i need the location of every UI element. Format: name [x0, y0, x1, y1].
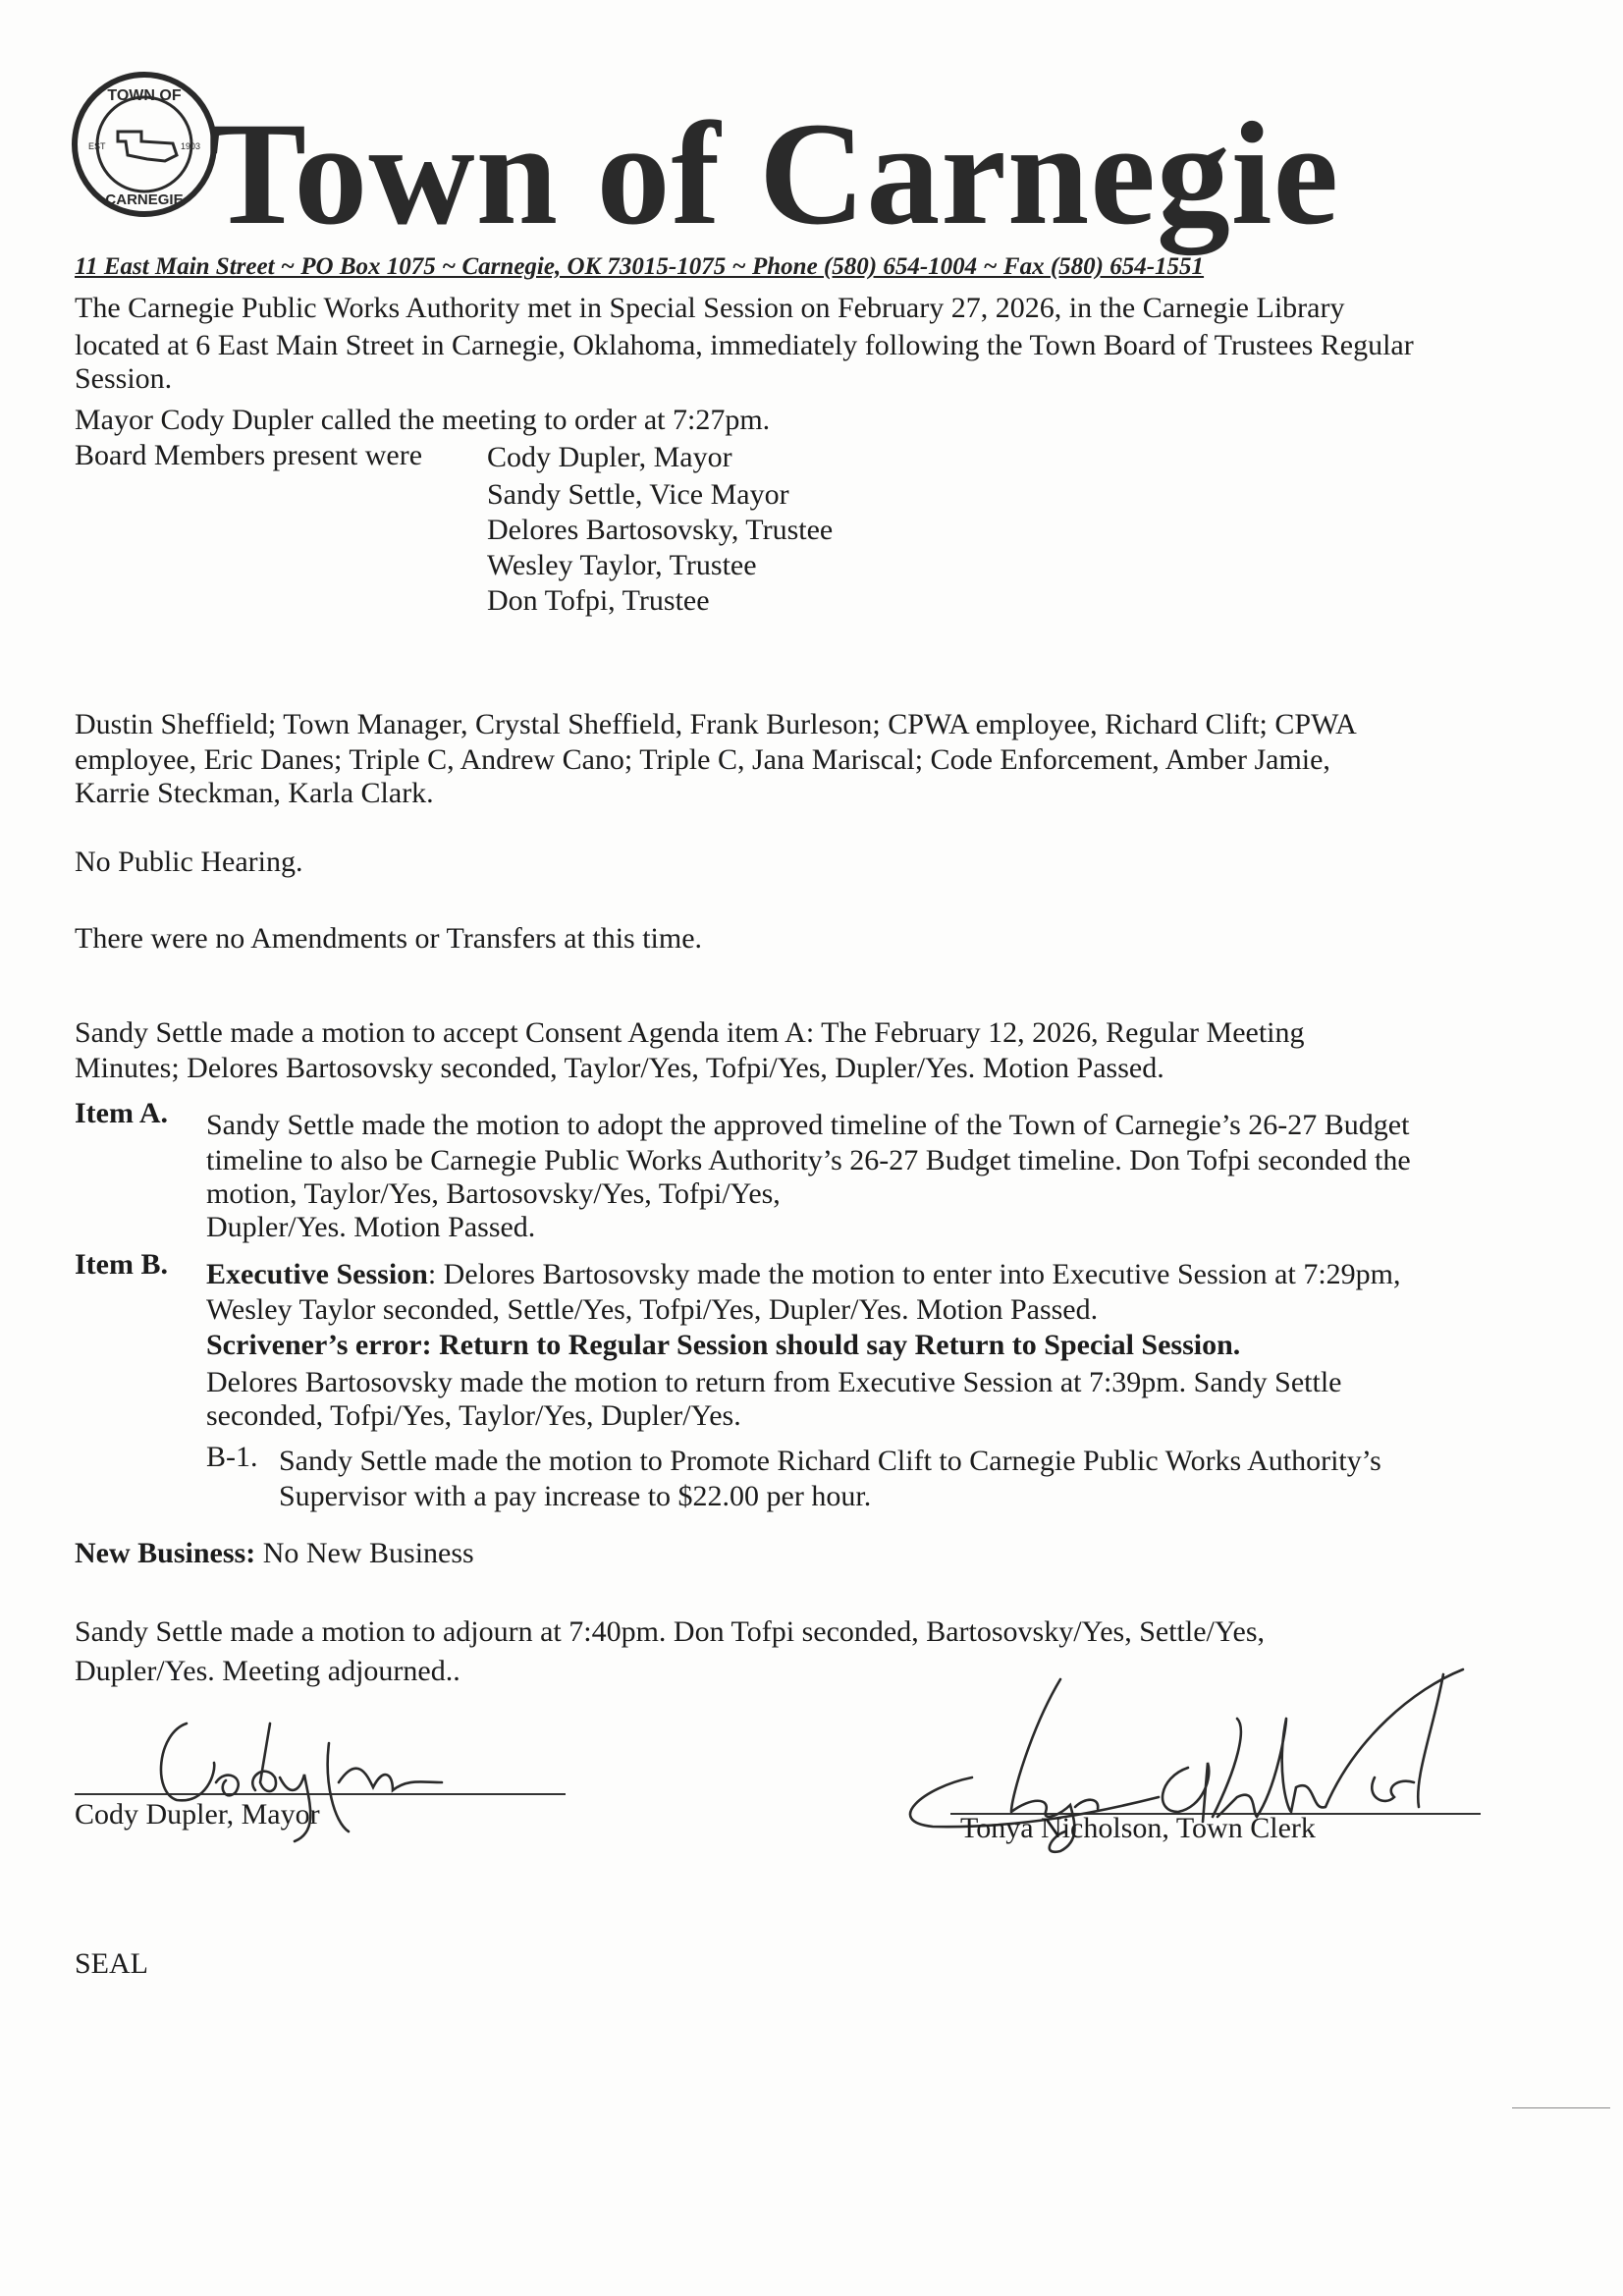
item-b-line [206, 1257, 1401, 1292]
new-business [75, 1536, 474, 1571]
board-label: Board Members present were [75, 439, 423, 471]
scan-artifact-line [1512, 2107, 1610, 2108]
item-b1-label: B-1. [206, 1441, 258, 1473]
scrivener-error: Scrivener’s error: Return to Regular Session should say Return to Special Session. [206, 1329, 1241, 1361]
svg-text:EST: EST [88, 141, 106, 151]
letterhead-address: 11 East Main Street ~ PO Box 1075 ~ Carnegie, OK 73015-1075 ~ Phone (580) 654-1004 ~ Fax (580) 654-1551 [75, 253, 1205, 280]
item-b-line: Delores Bartosovsky made the motion to return from Executive Session at 7:39pm. Sandy Settle [206, 1366, 1342, 1398]
item-b-line: Wesley Taylor seconded, Settle/Yes, Tofpi/Yes, Dupler/Yes. Motion Passed. [206, 1293, 1099, 1326]
item-a-line: timeline to also be Carnegie Public Works Authority’s 26-27 Budget timeline. Don Tofpi seconded the [206, 1144, 1411, 1176]
executive-session-heading: Executive Session [206, 1258, 428, 1290]
item-a-line: motion, Taylor/Yes, Bartosovsky/Yes, Tofpi/Yes, [206, 1177, 781, 1210]
intro-line: Session. [75, 362, 173, 395]
item-b-line1-text: : Delores Bartosovsky made the motion to enter into Executive Session at 7:29pm, [427, 1258, 1401, 1290]
call-to-order: Mayor Cody Dupler called the meeting to order at 7:27pm. [75, 404, 771, 436]
new-business-label: New Business: [75, 1537, 256, 1569]
item-b-label: Item B. [75, 1248, 168, 1281]
item-a-line: Dupler/Yes. Motion Passed. [206, 1211, 536, 1243]
item-b1-line: Sandy Settle made the motion to Promote Richard Clift to Carnegie Public Works Authority’s [279, 1445, 1381, 1477]
board-member: Cody Dupler, Mayor [487, 441, 732, 473]
seal-label: SEAL [75, 1947, 148, 1980]
amendments: There were no Amendments or Transfers at this time. [75, 922, 703, 955]
page-title: Town of Carnegie [208, 92, 1340, 255]
intro-line: The Carnegie Public Works Authority met in Special Session on February 27, 2026, in the Carnegie Library [75, 292, 1345, 324]
attendees-line: employee, Eric Danes; Triple C, Andrew Cano; Triple C, Jana Mariscal; Code Enforcement, Amber Jamie, [75, 743, 1330, 776]
public-hearing: No Public Hearing. [75, 846, 303, 878]
intro-line: located at 6 East Main Street in Carnegie, Oklahoma, immediately following the Town Board of Trustees Regular [75, 329, 1414, 361]
board-member: Delores Bartosovsky, Trustee [487, 514, 834, 546]
item-b-line: seconded, Tofpi/Yes, Taylor/Yes, Dupler/Yes. [206, 1399, 741, 1432]
attendees-line: Dustin Sheffield; Town Manager, Crystal Sheffield, Frank Burleson; CPWA employee, Richard Clift; CPWA [75, 708, 1357, 740]
clerk-name: Tonya Nicholson, Town Clerk [960, 1812, 1316, 1844]
board-member: Wesley Taylor, Trustee [487, 549, 757, 581]
new-business-text: No New Business [255, 1537, 474, 1569]
item-a-label: Item A. [75, 1097, 168, 1129]
svg-text:1903: 1903 [181, 141, 201, 151]
board-member: Sandy Settle, Vice Mayor [487, 478, 789, 511]
svg-text:TOWN OF: TOWN OF [107, 87, 182, 104]
adjourn-line: Dupler/Yes. Meeting adjourned.. [75, 1655, 460, 1687]
town-seal [71, 71, 218, 218]
item-a-line: Sandy Settle made the motion to adopt the approved timeline of the Town of Carnegie’s 26-27 Budget [206, 1109, 1410, 1141]
item-b1-line: Supervisor with a pay increase to $22.00 per hour. [279, 1480, 872, 1512]
svg-text:CARNEGIE: CARNEGIE [105, 191, 184, 208]
consent-line: Minutes; Delores Bartosovsky seconded, Taylor/Yes, Tofpi/Yes, Dupler/Yes. Motion Passed. [75, 1052, 1164, 1084]
consent-line: Sandy Settle made a motion to accept Consent Agenda item A: The February 12, 2026, Regular Meeting [75, 1016, 1305, 1049]
board-member: Don Tofpi, Trustee [487, 584, 710, 617]
mayor-name: Cody Dupler, Mayor [75, 1798, 320, 1831]
adjourn-line: Sandy Settle made a motion to adjourn at 7:40pm. Don Tofpi seconded, Bartosovsky/Yes, Settle/Yes, [75, 1615, 1265, 1648]
attendees-line: Karrie Steckman, Karla Clark. [75, 777, 434, 809]
